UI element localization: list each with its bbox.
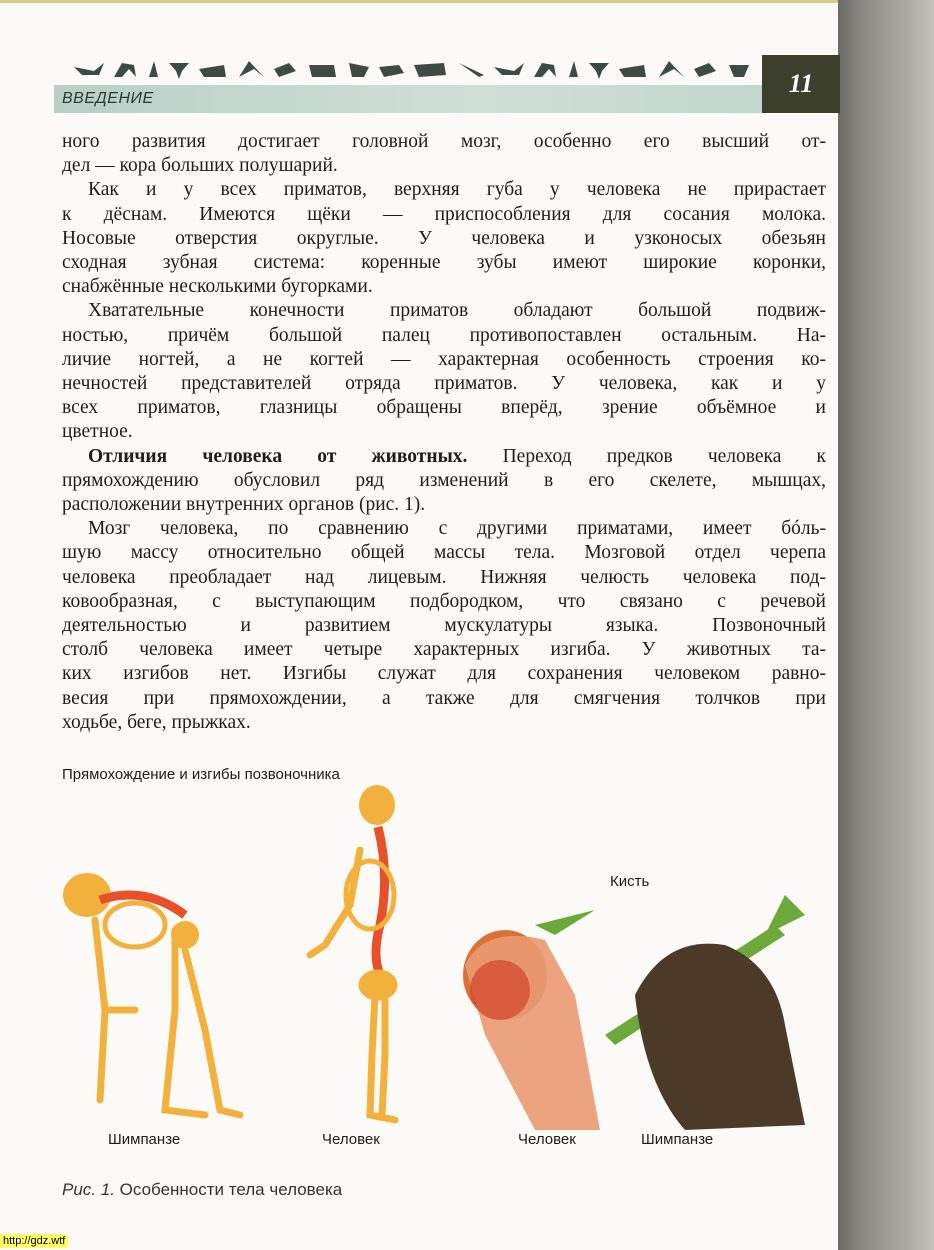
- text-line: личие ногтей, а не когтей — характерная особенность строения ко-: [62, 348, 826, 370]
- label-chimpanzee-skeleton: Шимпанзе: [108, 1131, 181, 1148]
- text-line: к дёснам. Имеются щёки — приспособления для сосания молока.: [62, 203, 826, 225]
- source-link[interactable]: http://gdz.wtf: [0, 1234, 68, 1248]
- text-line: расположении внутренних органов (рис. 1).: [62, 494, 426, 516]
- human-skeleton-illustration: [300, 785, 430, 1130]
- text-line: прямохождению обусловил ряд изменений в его скелете, мышцах,: [62, 469, 826, 491]
- text-line: шую массу относительно общей массы тела. Мозговой отдел черепа: [62, 542, 826, 564]
- text-line: Мозг человека, по сравнению с другими приматами, имеет бóль-: [88, 518, 826, 540]
- text-line: Хватательные конечности приматов обладают большой подвиж-: [88, 300, 826, 322]
- top-edge: [0, 0, 934, 3]
- text-line: нечностей представителей отряда приматов. У человека, как и у: [62, 373, 826, 395]
- text-line: деятельностью и развитием мускулатуры языка. Позвоночный: [62, 615, 826, 637]
- text-line: столб человека имеет четыре характерных изгиба. У животных та-: [62, 639, 826, 661]
- text-line: снабжённые несколькими бугорками.: [62, 276, 373, 298]
- text-line: сходная зубная система: коренные зубы имеют широкие коронки,: [62, 252, 826, 274]
- text-line: человека преобладает над лицевым. Нижняя челюсть человека под-: [62, 566, 826, 588]
- chimpanzee-hand-illustration: [605, 895, 820, 1130]
- figure-title: Прямохождение и изгибы позвоночника: [62, 766, 340, 783]
- hand-label: Кисть: [610, 873, 650, 890]
- text-run: Переход предков человека к: [502, 445, 826, 467]
- text-line: всех приматов, глазницы обращены вперёд, зрение объёмное и: [62, 397, 826, 419]
- text-line: ного развития достигает головной мозг, особенно его высший от-: [62, 131, 826, 152]
- page-number: 11: [788, 69, 814, 98]
- text-line: ностью, причём большой палец противопоставлен остальным. На-: [62, 324, 826, 346]
- body-text: [62, 130, 826, 735]
- bold-heading: Отличия человека от животных.: [88, 445, 468, 467]
- label-human-hand: Человек: [518, 1131, 576, 1148]
- caption-text: Особенности тела человека: [119, 1180, 343, 1199]
- text-line: дел — кора больших полушарий.: [62, 155, 338, 177]
- text-line: цветное.: [62, 421, 133, 443]
- text-line: ких изгибов нет. Изгибы служат для сохранения человеком равно-: [62, 663, 826, 685]
- text-line: ходьбе, беге, прыжках.: [62, 711, 251, 733]
- book-spine-shadow: [838, 0, 934, 1250]
- caption-number: Рис. 1.: [62, 1180, 115, 1199]
- text-line: весия при прямохождении, а также для смягчения толчков при: [62, 687, 826, 709]
- label-human-skeleton: Человек: [322, 1131, 380, 1148]
- text-line: Как и у всех приматов, верхняя губа у человека не прирастает: [88, 179, 826, 201]
- figure-caption: [62, 1180, 342, 1200]
- animal-silhouettes-decoration: [74, 57, 754, 81]
- text-line: [62, 445, 826, 469]
- chimpanzee-skeleton-illustration: [55, 860, 255, 1130]
- human-hand-illustration: [455, 905, 615, 1130]
- text-line: Носовые отверстия округлые. У человека и узконосых обезьян: [62, 227, 826, 249]
- section-band: [54, 85, 762, 113]
- page-number-box: [762, 55, 840, 113]
- section-title: ВВЕДЕНИЕ: [62, 90, 154, 107]
- label-chimpanzee-hand: Шимпанзе: [641, 1131, 714, 1148]
- text-line: ковообразная, с выступающим подбородком, что связано с речевой: [62, 590, 826, 612]
